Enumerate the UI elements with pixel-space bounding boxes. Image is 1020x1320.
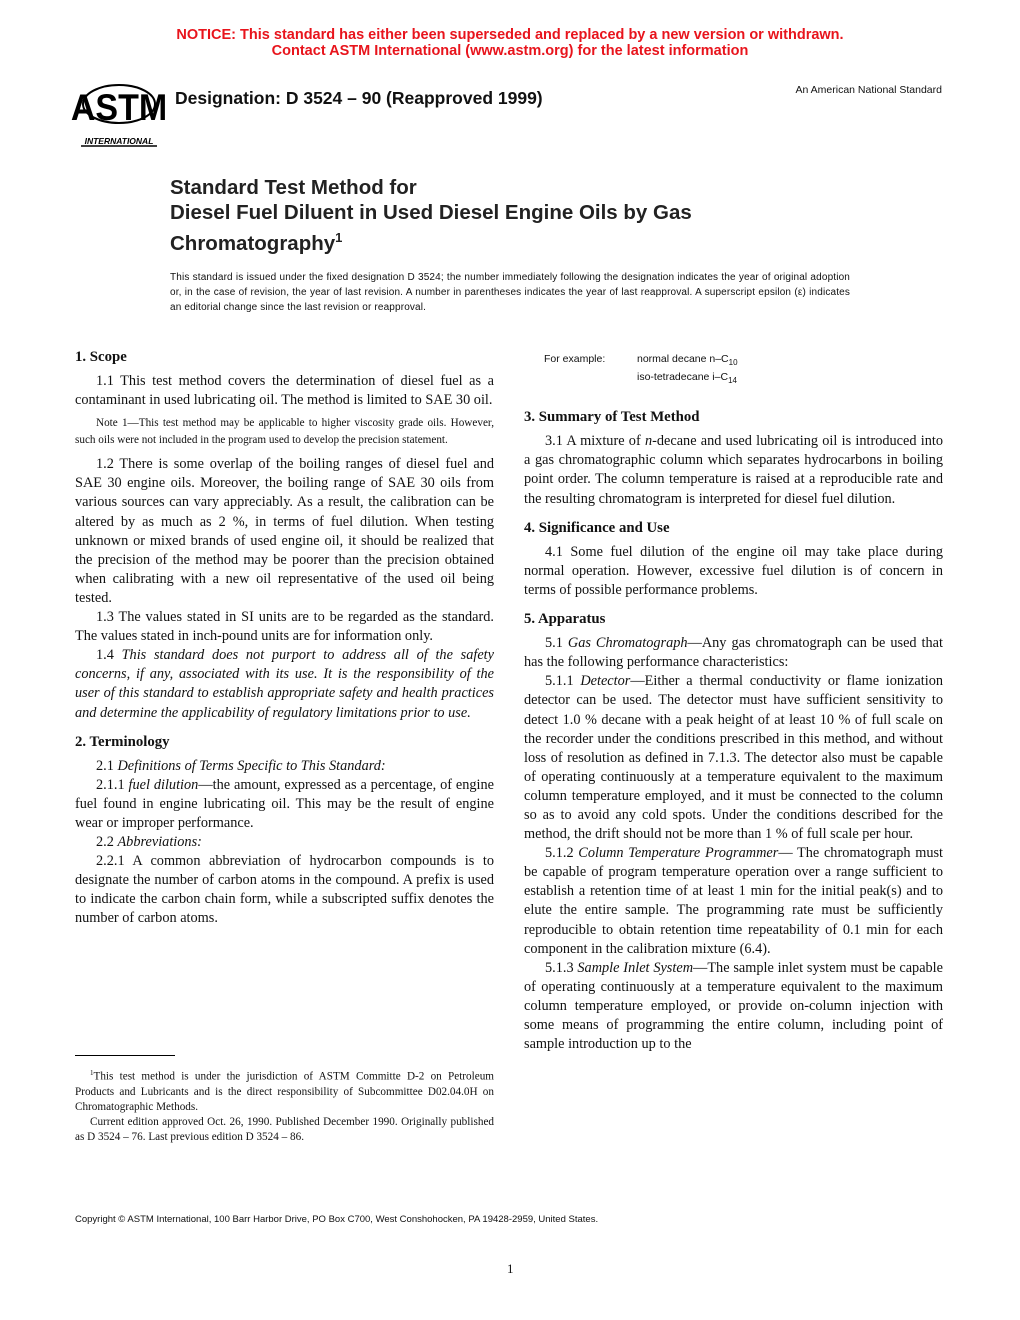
footnote-rule: [75, 1055, 175, 1056]
section-heading: 2. Terminology: [75, 733, 170, 750]
footnote-number: 1: [90, 1069, 94, 1077]
paragraph: [75, 757, 494, 776]
section-heading: 4. Significance and Use: [524, 519, 670, 536]
example-subscript: 10: [728, 358, 738, 368]
text-segment: 1.4: [96, 647, 122, 664]
footnotes: [75, 1066, 494, 1145]
text-segment: Column Temperature Programmer: [578, 845, 779, 862]
paragraph: [75, 372, 494, 410]
paragraph: [524, 959, 943, 1054]
title-line: Standard Test Method for: [170, 176, 417, 199]
text-segment: Note 1—This test method may be applicable to higher viscosity grade oils. However, such oils were not included in the program used to develop the precision statement.: [75, 417, 494, 447]
text-segment: Gas Chromatograph: [567, 635, 688, 652]
right-column: [524, 348, 943, 1054]
footnote-ref: 1: [335, 230, 343, 245]
text-segment: —Any gas chromatograph can be used that has the following performance characteristics:: [524, 635, 943, 671]
example-text: normal decane n–C: [637, 353, 729, 365]
paragraph: [75, 646, 494, 722]
text-segment: 1.2 There is some overlap of the boiling ranges of diesel fuel and SAE 30 engine oils. Moreover, the boiling range of SAE 30 oils from various sources can vary appreciably. As a result, the calibration can be altered by as much as 2 %, in terms of fuel dilution. When testing unknown or mixed brands of used engine oil, it should be realized that the precision of the method may be poorer than the precision obtained when calibrating with a new oil representative of the used oil being tested.: [75, 456, 494, 606]
designation: Designation: D 3524 – 90 (Reapproved 1999): [175, 88, 543, 108]
text-segment: -decane and used lubricating oil is introduced into a gas chromatographic column which separates hydrocarbons in boiling point order. The column temperature is raised at a reproducible rate and the resulting chromatogram is interpreted for diesel fuel dilution.: [524, 433, 943, 507]
notice-line: NOTICE: This standard has either been superseded and replaced by a new version or withdrawn.: [176, 27, 844, 43]
text-segment: Abbreviations:: [117, 834, 202, 851]
text-segment: 5.1.2: [545, 845, 579, 862]
text-segment: — The chromatograph must be capable of program temperature operation over a range sufficient to establish a retention time of at least 1 min for the initial peak(s) and to elute the entire sample. The programming rate must be sufficiently reproducible to obtain retention time repeatability of 0.1 min for each component in the calibration mixture (6.4).: [524, 845, 943, 957]
paragraph: [524, 543, 943, 600]
text-segment: Definitions of Terms Specific to This Standard:: [117, 757, 386, 774]
paragraph: [75, 608, 494, 646]
american-national-standard: An American National Standard: [795, 84, 942, 96]
left-column: [75, 348, 494, 929]
title-line: Diesel Fuel Diluent in Used Diesel Engine Oils by Gas: [170, 201, 692, 224]
paragraph: [75, 455, 494, 608]
text-segment: fuel dilution: [128, 776, 199, 793]
section-heading: 1. Scope: [75, 349, 127, 365]
footnote-text: Current edition approved Oct. 26, 1990. Published December 1990. Originally published as D 3524 – 76. Last previous edition D 3524 – 86.: [75, 1115, 494, 1143]
text-segment: 1.1 This test method covers the determination of diesel fuel as a contaminant in used lubricating oil. The method is limited to SAE 30 oil.: [75, 373, 494, 409]
page-number: 1: [507, 1261, 514, 1276]
text-segment: 3.1 A mixture of: [545, 433, 645, 450]
text-segment: —The sample inlet system must be capable of operating continuously at a temperature equivalent to the maximum column temperature employed, or provide on-column injection with some means of programming the entire column, including point of sample introduction up to the: [524, 959, 943, 1053]
text-segment: —Either a thermal conductivity or flame ionization detector can be used. The detector must have sufficient sensitivity to detect 1.0 % decane with a peak height of at least 10 % of full scale on the recorder under the conditions prescribed in this method, and without loss of resolution as defined in 7.1.3. The detector also must be capable of operating continuously at a temperature equivalent to the maximum column temperature employed, and it must be connected to the column so as to avoid any cold spots. Under the conditions described for the method, the drift should not be more than 1 % of full scale per hour.: [524, 673, 943, 843]
paragraph: [524, 432, 943, 508]
note-paragraph: [75, 415, 494, 449]
title-line: Chromatography: [170, 231, 336, 255]
footnote-text: This test method is under the jurisdiction of ASTM Committe D-2 on Petroleum Products and Lubricants and is the direct responsibility of Subcommittee D02.04.0H on Chromatographic Methods.: [75, 1070, 494, 1113]
notice-line: Contact ASTM International (www.astm.org) for the latest information: [271, 43, 749, 59]
example-text: iso-tetradecane i–C: [637, 371, 729, 384]
logo-text: ASTM: [70, 86, 168, 129]
text-segment: 2.2: [96, 834, 118, 851]
paragraph: [75, 852, 494, 928]
text-segment: Detector: [580, 673, 631, 690]
text-segment: 1.3 The values stated in SI units are to be regarded as the standard. The values stated in inch-pound units are for information only.: [75, 609, 494, 645]
example-subscript: 14: [728, 376, 737, 386]
text-segment: 2.1: [96, 757, 118, 774]
text-segment: Sample Inlet System: [577, 959, 694, 976]
astm-logo: [70, 74, 168, 148]
copyright: Copyright © ASTM International, 100 Barr Harbor Drive, PO Box C700, West Conshohocken, PA 19428-2959, United States.: [75, 1214, 599, 1225]
paragraph: [524, 672, 943, 844]
logo-subtext: INTERNATIONAL: [84, 136, 154, 146]
text-segment: 5.1: [545, 635, 568, 652]
supersede-notice: [0, 27, 1020, 59]
text-segment: This standard does not purport to address all of the safety concerns, if any, associated with its use. It is the responsibility of the user of this standard to establish appropriate safety and health practices and determine the applicability of regulatory limitations prior to use.: [75, 647, 494, 721]
example-block: [544, 352, 943, 388]
text-segment: 4.1 Some fuel dilution of the engine oil may take place during normal operation. However, excessive fuel dilution is of concern in terms of possible performance problems.: [524, 543, 943, 598]
section-heading: 5. Apparatus: [524, 611, 606, 628]
paragraph: [524, 634, 943, 672]
paragraph: [75, 776, 494, 833]
text-segment: 2.1.1: [96, 776, 129, 793]
text-segment: 5.1.1: [545, 673, 581, 690]
example-label: For example:: [544, 353, 606, 365]
text-segment: n: [644, 433, 653, 450]
document-title: [170, 175, 692, 256]
intro-paragraph: This standard is issued under the fixed designation D 3524; the number immediately following the designation indicates the year of original adoption or, in the case of revision, the year of last revision. A number in parentheses indicates the year of last reapproval. A superscript epsilon (ε) indicates an editorial change since the last revision or reapproval.: [170, 272, 850, 314]
paragraph: [75, 833, 494, 852]
text-segment: —the amount, expressed as a percentage, of engine fuel found in engine lubricating oil. This may be the result of engine wear or improper performance.: [75, 776, 494, 831]
text-segment: 2.2.1 A common abbreviation of hydrocarbon compounds is to designate the number of carbon atoms in the compound. A prefix is used to indicate the carbon chain form, while a subscripted suffix denotes the number of carbon atoms.: [75, 853, 494, 927]
text-segment: 5.1.3: [545, 959, 578, 976]
paragraph: [524, 844, 943, 959]
section-heading: 3. Summary of Test Method: [524, 409, 700, 426]
